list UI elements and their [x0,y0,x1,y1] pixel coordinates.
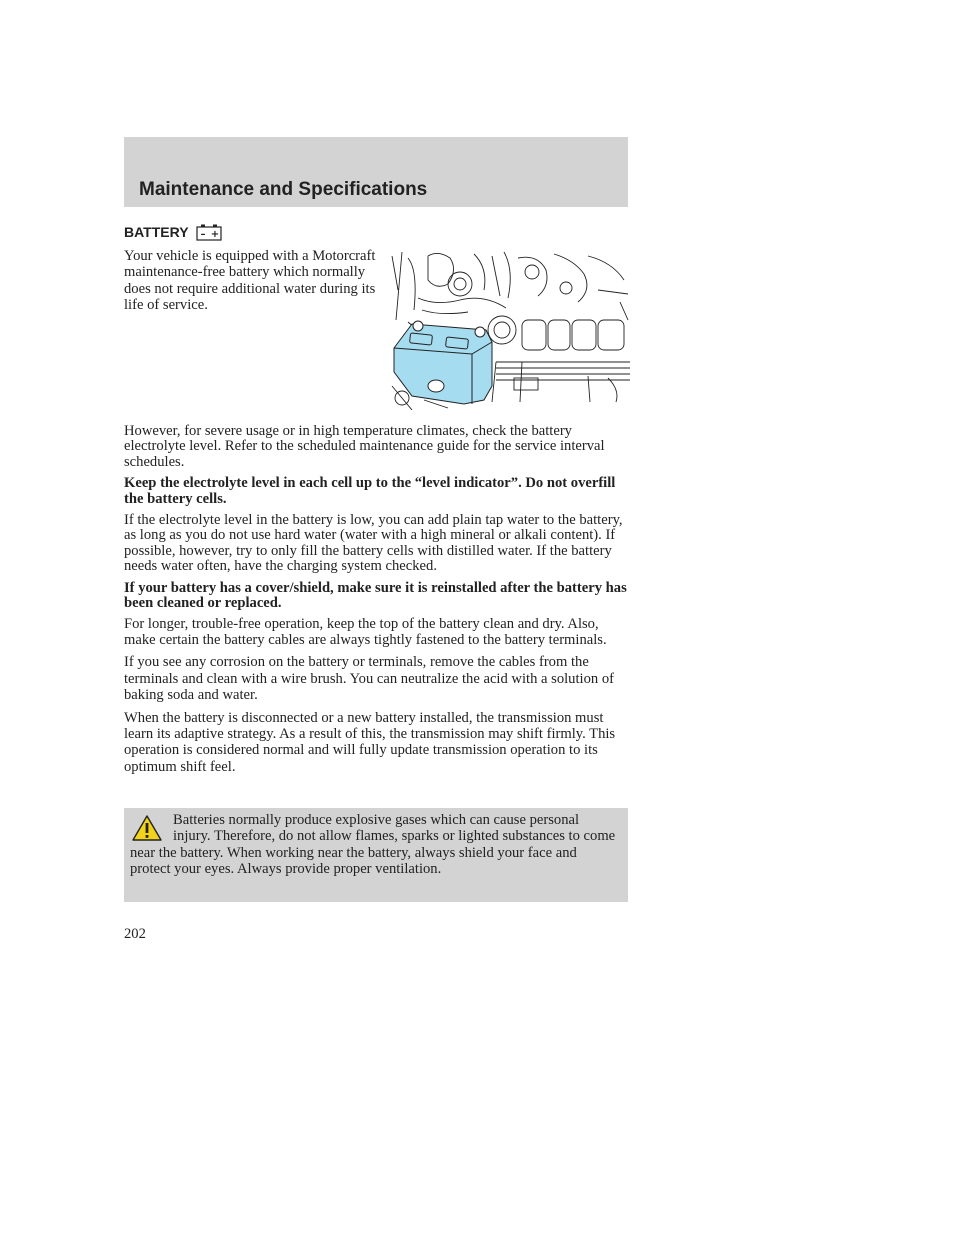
page-number: 202 [124,926,146,942]
warning-text: Batteries normally produce explosive gases which can cause personal injury. Therefore, do not allow flames, sparks or lighted substances to come near the battery. When working near the battery, always shield your face and protect your eyes. Always provide proper ventilation. [130,812,616,878]
warning-box [124,808,628,902]
severe-usage-paragraph: However, for severe usage or in high temperature climates, check the battery electrolyte level. Refer to the scheduled maintenance guide for the service interval schedules. [124,423,605,470]
body-text [124,424,628,781]
battery-plus-sign: + [210,229,219,240]
transmission-paragraph: When the battery is disconnected or a new battery installed, the transmission must learn its adaptive strategy. As a result of this, the transmission may shift firmly. This operation is considered normal and will fully update transmission operation to its optimum shift feel. [124,709,616,775]
tap-water-paragraph: If the electrolyte level in the battery is low, you can add plain tap water to the battery, as long as you do not use hard water (water with a high mineral or alkali content). If possible, however, try to only fill the battery cells with distilled water. If the battery needs water often, have the charging system checked. [124,512,623,575]
intro-paragraph: Your vehicle is equipped with a Motorcraft maintenance-free battery which normally does not require additional water during its life of service. [124,248,376,314]
section-heading-label: BATTERY [124,224,189,240]
engine-compartment-battery-illustration [388,250,630,410]
clean-dry-paragraph: For longer, trouble-free operation, keep the top of the battery clean and dry. Also, make certain the battery cables are always tightly fastened to the battery terminals. [124,616,607,648]
header-band [124,137,628,207]
section-heading [124,222,223,242]
cover-shield-notice: If your battery has a cover/shield, make sure it is reinstalled after the battery has been cleaned or replaced. [124,579,627,612]
page-title: Maintenance and Specifications [139,179,428,200]
battery-icon [195,223,223,241]
battery-minus-sign: – [200,229,206,240]
corrosion-paragraph: If you see any corrosion on the battery or terminals, remove the cables from the terminals and clean with a wire brush. You can neutralize the acid with a solution of baking soda and water. [124,654,614,704]
electrolyte-level-notice: Keep the electrolyte level in each cell up to the “level indicator”. Do not overfill the battery cells. [124,475,616,507]
